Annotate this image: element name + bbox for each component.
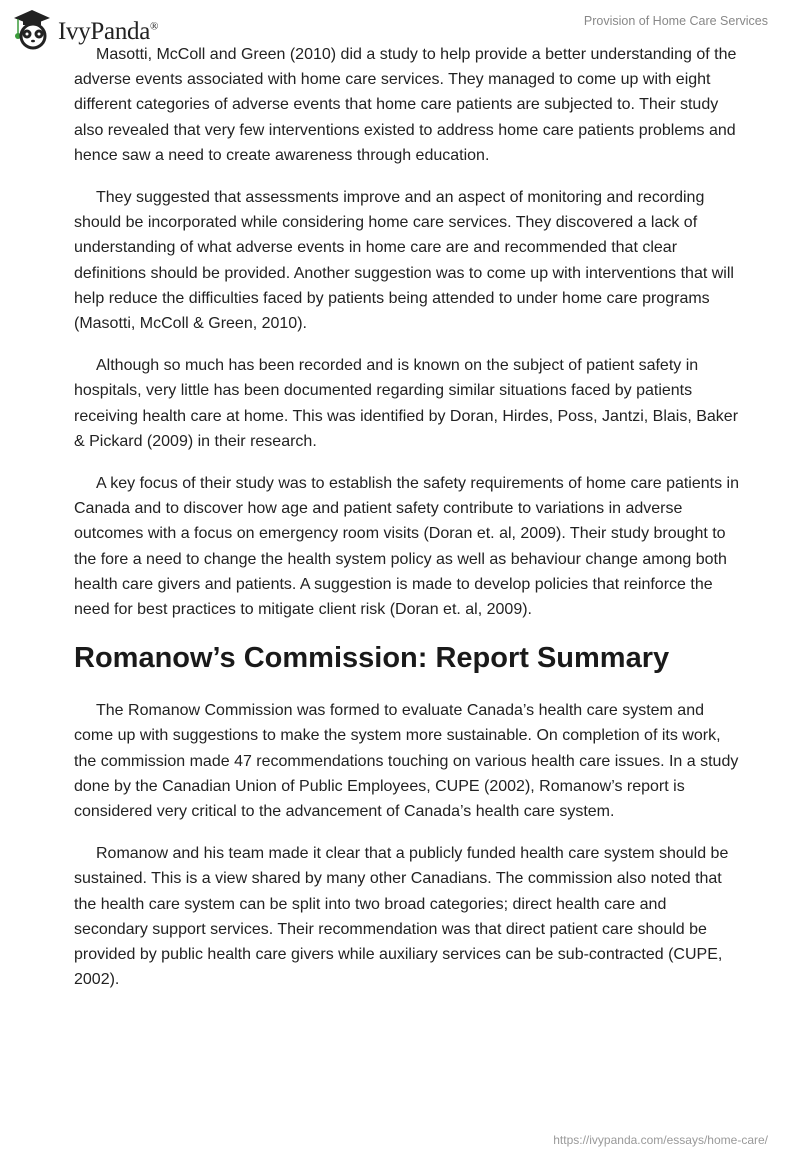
paragraph: A key focus of their study was to establish the safety requirements of home care patients in Canada and to discover how age and patient safety contribute to variations in adverse outcomes with a focus on emergency room visits (Doran et. al, 2009). Their study brought to the fore a need to change the health system policy as well as behaviour change among both health care givers and patients. A suggestion is made to develop policies that reinforce the need for best practices to mitigate client risk (Doran et. al, 2009). xyxy=(74,475,739,619)
document-title: Provision of Home Care Services xyxy=(583,14,768,28)
registered-mark: ® xyxy=(150,20,159,33)
section-heading: Romanow’s Commission: Report Summary xyxy=(74,642,670,675)
panda-logo-icon xyxy=(12,8,52,55)
logo-text: IvyPanda xyxy=(58,17,151,45)
paragraph: Romanow and his team made it clear that a publicly funded health care system should be sustained. This is a view shared by many other Canadians. The commission also noted that the health care system can be split into two broad categories; direct health care and secondary support services. Their recommendation was that direct patient care should be provided by public health care givers while auxiliary services can be sub-contracted (CUPE, 2002). xyxy=(74,845,729,989)
essay-content xyxy=(74,42,742,1010)
paragraph: They suggested that assessments improve and an aspect of monitoring and recording should be incorporated while considering home care services. They discovered a lack of understanding of what adverse events in home care are and recommended that clear definitions should be provided. Another suggestion was to come up with interventions that will help reduce the difficulties faced by patients being attended to under home care programs (Masotti, McColl & Green, 2010). xyxy=(74,189,734,333)
source-url[interactable]: https://ivypanda.com/essays/home-care/ xyxy=(553,1133,768,1147)
paragraph: Although so much has been recorded and is known on the subject of patient safety in hospitals, very little has been documented regarding similar situations faced by patients receiving health care at home. This was identified by Doran, Hirdes, Poss, Jantzi, Blais, Baker & Pickard (2009) in their research. xyxy=(74,357,739,450)
paragraph: Masotti, McColl and Green (2010) did a study to help provide a better understanding of the adverse events associated with home care services. They managed to come up with eight different categories of adverse events that home care patients are subjected to. Their study also revealed that very few interventions existed to address home care patients problems and hence saw a need to create awareness through education. xyxy=(74,46,737,164)
paragraph: The Romanow Commission was formed to evaluate Canada’s health care system and come up with suggestions to make the system more sustainable. On completion of its work, the commission made 47 recommendations touching on various health care issues. In a study done by the Canadian Union of Public Employees, CUPE (2002), Romanow’s report is considered very critical to the advancement of Canada’s health care system. xyxy=(74,702,739,821)
